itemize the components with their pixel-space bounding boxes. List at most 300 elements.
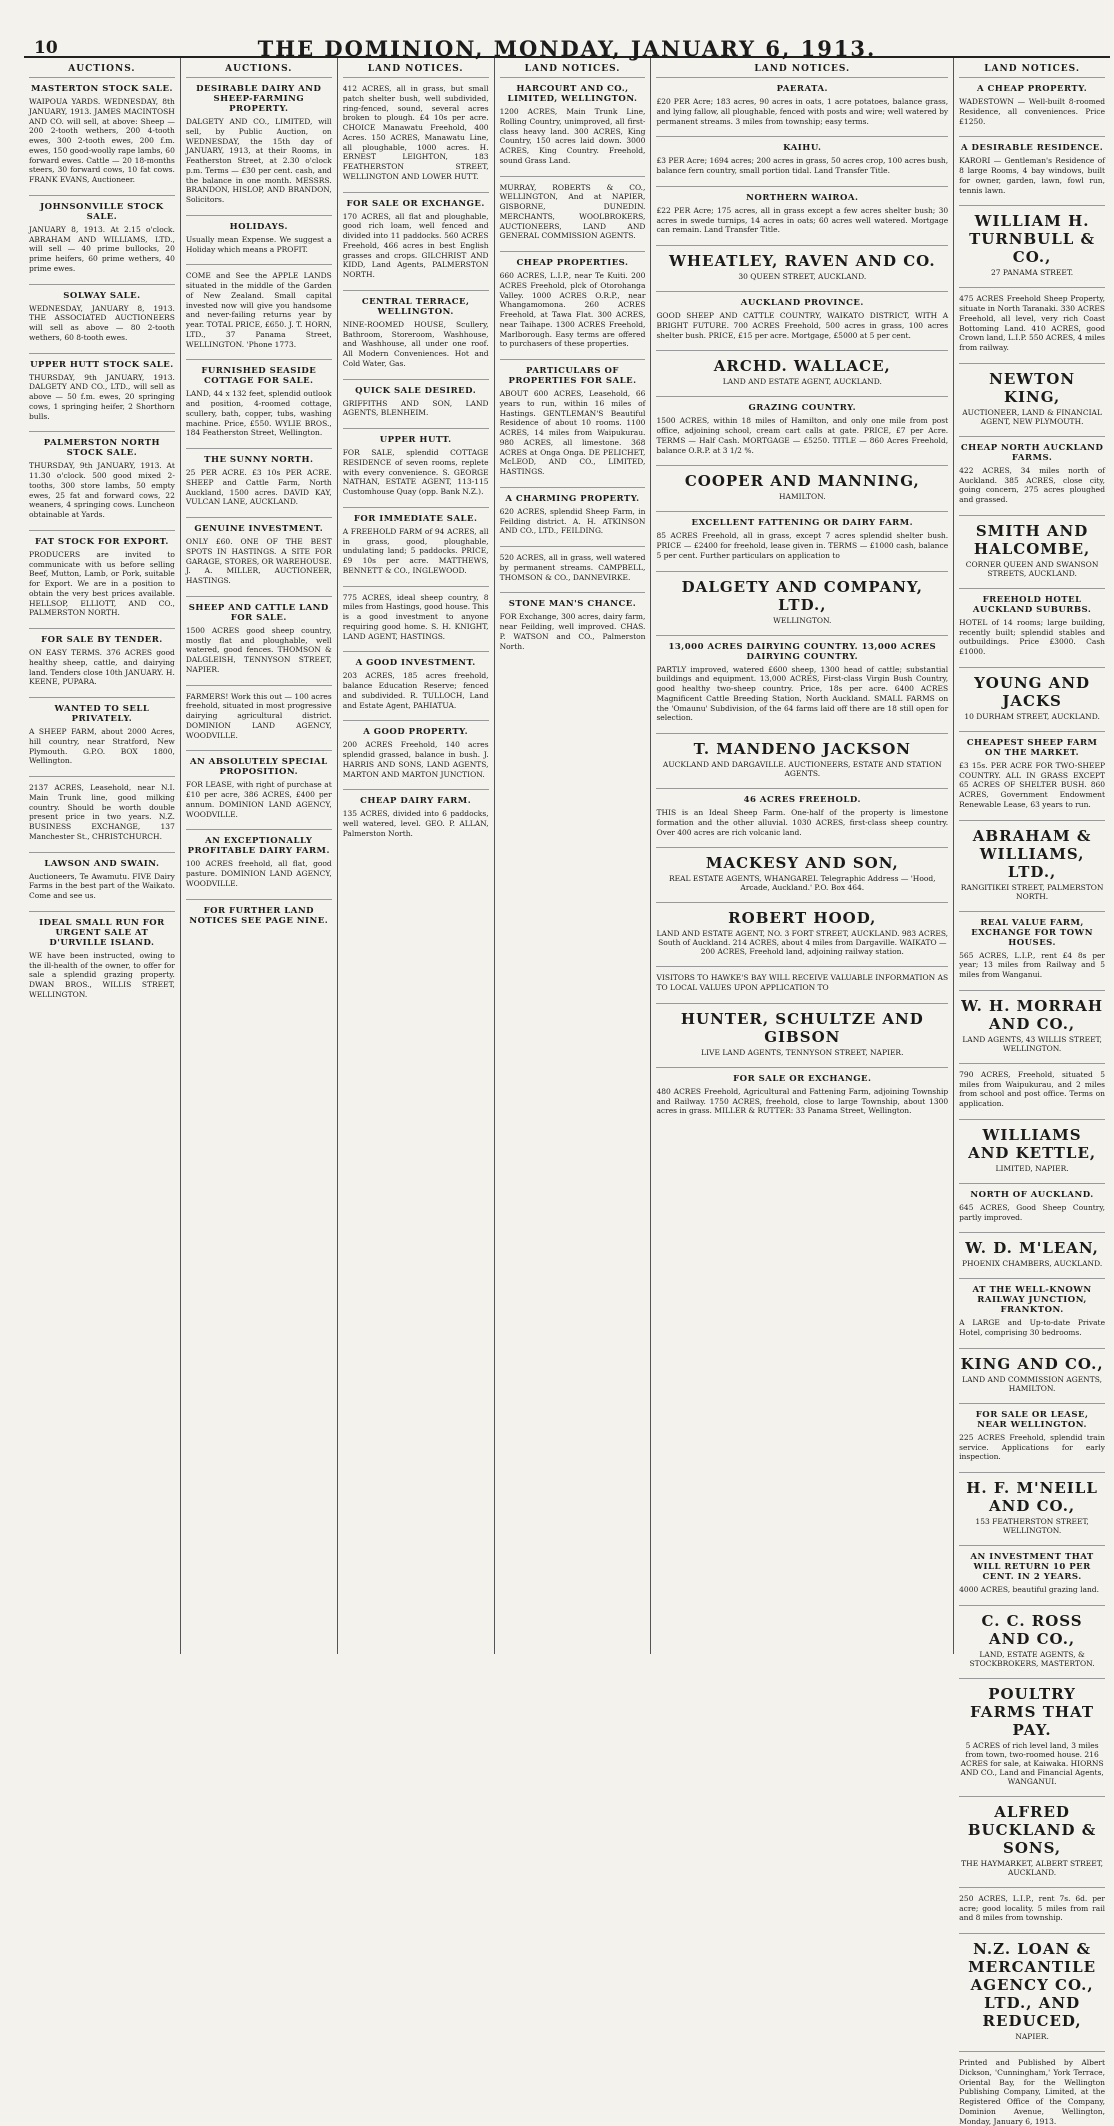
ad-heading: FOR SALE OR EXCHANGE. xyxy=(346,198,485,209)
ad-body-text: LIMITED, NAPIER. xyxy=(995,1163,1069,1173)
ad-divider xyxy=(343,789,489,790)
advertisement xyxy=(29,859,175,901)
ad-body-text: A LARGE and Up-to-date Private Hotel, comprising 30 bedrooms. xyxy=(959,1318,1106,1337)
ad-divider xyxy=(959,1278,1105,1279)
advertisement xyxy=(959,1940,1105,2041)
advertisement xyxy=(656,472,948,501)
ad-divider xyxy=(959,990,1105,991)
advertisement xyxy=(186,836,332,888)
ad-body-text: JANUARY 8, 1913. At 2.15 o'clock. ABRAHAM AND WILLIAMS, LTD., will sell — 40 prime bullocks, 20 prime heifers, 60 prime wethers, 40 prime ewes. xyxy=(29,224,175,273)
ad-body-text: 2137 ACRES, Leasehold, near N.I. Main Trunk line, good milking country. Should be worth double present price in two years. N.Z. BUSINESS EXCHANGE, 137 Manchester St., CHRISTCHURCH. xyxy=(29,783,175,841)
ad-divider xyxy=(29,284,175,285)
ad-body-text: 25 PER ACRE. £3 10s PER ACRE. SHEEP and Cattle Farm, North Auckland, 1500 acres. DAVID KAY, VULCAN LANE, AUCKLAND. xyxy=(185,468,332,507)
ad-body-text: RANGITIKEI STREET, PALMERSTON NORTH. xyxy=(960,882,1104,901)
ad-heading: PARTICULARS OF PROPERTIES FOR SALE. xyxy=(508,366,637,386)
ad-divider xyxy=(656,465,948,466)
column-section-heading: LAND NOTICES. xyxy=(500,64,646,78)
ad-divider xyxy=(656,511,948,512)
advertisement xyxy=(959,1552,1105,1595)
advertisement xyxy=(500,183,646,242)
advertisement xyxy=(656,403,948,455)
advertisement xyxy=(959,2058,1105,2126)
advertisement xyxy=(959,997,1105,1053)
ad-body-text: HOTEL of 14 rooms; large building, recently built; splendid stables and outbuildings. Price £3000. Cash £1000. xyxy=(959,617,1106,656)
ad-divider xyxy=(959,820,1105,821)
page-number: 10 xyxy=(34,38,58,58)
ad-firm-name: N.Z. LOAN & MERCANTILE AGENCY CO., LTD., AND REDUCED, xyxy=(968,1940,1097,2030)
advertisement xyxy=(500,553,646,582)
ad-body-text: 412 ACRES, all in grass, but small patch shelter bush, well subdivided, ring-fenced, sound, several acres broken to plough. £4 10s per acre. CHOICE Manawatu Freehold, 400 Acres. 150 ACRES, Manawatu Line, all ploughable, 1000 acres. H. ERNEST LEIGHTON, 183 FEATHERSTON STREET, WELLINGTON AND LOWER HUTT. xyxy=(342,84,489,181)
advertisement xyxy=(656,1010,948,1057)
ad-body-text: AUCTIONEER, LAND & FINANCIAL AGENT, NEW PLYMOUTH. xyxy=(962,407,1102,426)
ad-body-text: NAPIER. xyxy=(1015,2032,1049,2041)
column-section-heading: AUCTIONS. xyxy=(186,64,332,78)
ad-body-text: £3 15s. PER ACRE FOR TWO-SHEEP COUNTRY. ALL IN GRASS EXCEPT 65 ACRES OF SHELTER BUSH. 860 ACRES, Government Endowment Renewable Lease, 63 years to run. xyxy=(959,760,1106,809)
advertisement xyxy=(656,143,948,176)
ad-heading: WANTED TO SELL PRIVATELY. xyxy=(54,704,150,724)
ad-firm-name: HUNTER, SCHULTZE AND GIBSON xyxy=(680,1009,924,1046)
ad-firm-name: SMITH AND HALCOMBE, xyxy=(973,521,1091,558)
ad-body-text: ABOUT 600 ACRES, Leasehold, 66 years to run, within 16 miles of Hastings. GENTLEMAN'S Beautiful Residence of about 10 rooms. 1100 ACRES, 14 miles from Waipukurau. 980 ACRES, all limestone. 368 ACRES at Onga Onga. DE PELICHET, McLEOD, AND CO., LIMITED, HASTINGS. xyxy=(499,389,646,476)
ad-body-text: A FREEHOLD FARM of 94 ACRES, all in grass, good, ploughable, undulating land; 5 paddocks. PRICE, £9 10s per acre. MATTHEWS, BENNETT & CO., INGLEWOOD. xyxy=(342,526,489,575)
ad-divider xyxy=(186,448,332,449)
ad-heading: DESIRABLE DAIRY AND SHEEP-FARMING PROPERTY. xyxy=(196,84,322,114)
ad-body-text: LAND AND ESTATE AGENT, NO. 3 FORT STREET, AUCKLAND. 983 ACRES, South of Auckland. 214 ACRES, about 4 miles from Dargaville. WAIKATO — 200 ACRES, Freehold land, adjoining railway station. xyxy=(656,929,949,957)
ad-body-text: FOR LEASE, with right of purchase at £10 per acre, 386 ACRES, £400 per annum. DOMINION LAND AGENCY, WOODVILLE. xyxy=(185,780,332,819)
ad-heading: FOR FURTHER LAND NOTICES SEE PAGE NINE. xyxy=(189,905,329,926)
advertisement xyxy=(656,909,948,956)
ad-body-text: 790 ACRES, Freehold, situated 5 miles from Waipukurau, and 2 miles from school and post office. Terms on application. xyxy=(959,1069,1106,1108)
ad-body-text: WADESTOWN — Well-built 8-roomed Residence, all conveniences. Price £1250. xyxy=(959,97,1106,126)
ad-body-text: £22 PER Acre; 175 acres, all in grass except a few acres shelter bush; 30 acres in swede turnips, 14 acres in oats; 60 acres well watered. Mortgage can remain. Land Transfer Title. xyxy=(656,205,949,235)
advertisement xyxy=(186,271,332,349)
ad-heading: MASTERTON STOCK SALE. xyxy=(30,84,173,94)
ad-heading: KAIHU. xyxy=(783,143,822,154)
advertisement xyxy=(186,692,332,741)
ad-body-text: 225 ACRES Freehold, splendid train service. Applications for early inspection. xyxy=(959,1432,1106,1462)
ad-heading: 13,000 ACRES DAIRYING COUNTRY. 13,000 ACRES DAIRYING COUNTRY. xyxy=(668,641,937,662)
ad-divider xyxy=(186,685,332,686)
ad-divider xyxy=(29,628,175,629)
ad-heading: AUCKLAND PROVINCE. xyxy=(740,298,864,308)
ad-divider xyxy=(656,245,948,246)
ad-divider xyxy=(959,515,1105,516)
ad-body-text: 520 ACRES, all in grass, well watered by permanent streams. CAMPBELL, THOMSON & CO., DANNEVIRKE. xyxy=(499,553,646,582)
ad-body-text: Auctioneers, Te Awamutu. FIVE Dairy Farms in the best part of the Waikato. Come and see us. xyxy=(29,871,175,900)
column-6 xyxy=(954,58,1110,2126)
ad-body-text: 1500 ACRES, within 18 miles of Hamilton, and only one mile from post office, adjoining school, cream cart calls at gate. PRICE, £7 per Acre. TERMS — Half Cash. MORTGAGE — £5250. TITLE — 860 Acres Freehold, balance O.R.P. at 3 1/2 %. xyxy=(656,416,949,455)
ad-divider xyxy=(656,571,948,572)
ad-divider xyxy=(959,731,1105,732)
ad-divider xyxy=(186,596,332,597)
ad-firm-name: H. F. M'NEILL AND CO., xyxy=(966,1479,1098,1515)
ad-divider xyxy=(656,350,948,351)
ad-body-text: WAIPOUA YARDS. WEDNESDAY, 8th JANUARY, 1913. JAMES MACINTOSH AND CO. will sell, at above: Sheep — 200 2-tooth wethers, 200 4-tooth ewes, 300 2-tooth ewes, 200 f.m. ewes, 150 good-woolly rape lambs, 60 forward ewes. Cattle — 20 18-months steers, 30 forward cows, 10 fat cows. FRANK EVANS, Auctioneer. xyxy=(29,97,175,184)
advertisement xyxy=(29,438,175,520)
ad-divider xyxy=(656,186,948,187)
ad-divider xyxy=(656,136,948,137)
advertisement xyxy=(959,1803,1105,1877)
ad-body-text: THURSDAY, 9th JANUARY, 1913. DALGETY AND CO., LTD., will sell as above — 50 f.m. ewes, 20 springing cows, 1 springing heifer, 2 Shorthorn bulls. xyxy=(29,372,175,421)
ad-divider xyxy=(656,635,948,636)
ad-heading: UPPER HUTT STOCK SALE. xyxy=(30,359,174,370)
ad-heading: FOR IMMEDIATE SALE. xyxy=(353,513,478,524)
ad-body-text: 5 ACRES of rich level land, 3 miles from town, two-roomed house. 216 ACRES for sale, at Kaiwaka. HIORNS AND CO., Land and Financial Agents, WANGANUI. xyxy=(960,1740,1104,1786)
advertisement xyxy=(959,1070,1105,1109)
ad-firm-name: WILLIAMS AND KETTLE, xyxy=(968,1125,1097,1162)
column-section-heading: LAND NOTICES. xyxy=(959,64,1105,78)
ad-heading: THE SUNNY NORTH. xyxy=(204,455,314,465)
ad-heading: PALMERSTON NORTH STOCK SALE. xyxy=(43,438,161,459)
ad-body-text: 200 ACRES Freehold, 140 acres splendid grassed, balance in bush. J. HARRIS AND SONS, LAND AGENTS, MARTON AND MARTON JUNCTION. xyxy=(342,740,489,779)
ad-heading: CHEAPEST SHEEP FARM ON THE MARKET. xyxy=(966,737,1098,758)
ad-body-text: MURRAY, ROBERTS & CO., WELLINGTON, And at NAPIER, GISBORNE, DUNEDIN. MERCHANTS, WOOLBROKERS, AUCTIONEERS, LAND AND GENERAL COMMISSION AGENTS. xyxy=(499,182,646,241)
ad-body-text: LIVE LAND AGENTS, TENNYSON STREET, NAPIER. xyxy=(701,1047,904,1057)
ad-body-text: THURSDAY, 9th JANUARY, 1913. At 11.30 o'clock. 500 good mixed 2-tooths, 300 store lambs, 50 empty ewes, 25 fat and forward cows, 22 weaners, 4 springing cows. Luncheon obtainable at Yards. xyxy=(29,461,175,519)
advertisement xyxy=(959,143,1105,195)
advertisement xyxy=(656,578,948,625)
ad-body-text: Printed and Published by Albert Dickson, 'Cunningham,' York Terrace, Oriental Bay, for the Wellington Publishing Company, Limited, at the Registered Office of the Company, Dominion Avenue, Wellington, Monday, January 6, 1913. xyxy=(959,2058,1106,2126)
ad-body-text: Usually mean Expense. We suggest a Holiday which means a PROFIT. xyxy=(185,234,332,254)
ad-firm-name: W. D. M'LEAN, xyxy=(965,1239,1099,1258)
ad-body-text: KARORI — Gentleman's Residence of 8 large Rooms, 4 bay windows, built for owner, garden, lawn, fowl run, tennis lawn. xyxy=(959,156,1106,195)
ad-body-text: WE have been instructed, owing to the ill-health of the owner, to offer for sale a splendid grazing property. DWAN BROS., WILLIS STREET, WELLINGTON. xyxy=(29,950,175,999)
advertisement xyxy=(656,518,948,560)
ad-divider xyxy=(186,829,332,830)
ad-body-text: 422 ACRES, 34 miles north of Auckland. 385 ACRES, close city, going concern, 275 acres ploughed and grassed. xyxy=(959,465,1106,504)
ad-body-text: DALGETY AND CO., LIMITED, will sell, by Public Auction, on WEDNESDAY, the 15th day of JANUARY, 1913, at their Rooms, in Featherston Street, at 2.30 o'clock p.m. Terms — £30 per cent. cash, and the balance in one month. MESSRS. BRANDON, HISLOP, AND BRANDON, Solicitors. xyxy=(185,117,332,204)
ad-body-text: 10 DURHAM STREET, AUCKLAND. xyxy=(964,711,1100,721)
ad-body-text: LAND, 44 x 132 feet, splendid outlook and position, 4-roomed cottage, scullery, bath, copper, tubs, washing machine. Price, £550. WYLIE BROS., 184 Featherston Street, Wellington. xyxy=(185,389,332,438)
ad-firm-name: T. MANDENO JACKSON xyxy=(693,740,911,758)
ad-firm-name: WILLIAM H. TURNBULL & CO., xyxy=(969,212,1096,267)
column-5 xyxy=(651,58,954,1654)
ad-divider xyxy=(656,788,948,789)
advertisement xyxy=(656,84,948,126)
column-3 xyxy=(338,58,495,1654)
advertisement xyxy=(959,918,1105,980)
advertisement xyxy=(656,795,948,837)
ad-heading: CHEAP NORTH AUCKLAND FARMS. xyxy=(960,442,1104,463)
advertisement xyxy=(656,1074,948,1116)
ad-divider xyxy=(186,215,332,216)
ad-body-text: 775 ACRES, ideal sheep country, 8 miles from Hastings, good house. This is a good investment to anyone requiring good home. S. H. KNIGHT, LAND AGENT, HASTINGS. xyxy=(342,592,489,641)
ad-body-text: £3 PER Acre; 1694 acres; 200 acres in grass, 50 acres crop, 100 acres bush, balance fern country, small portion tidal. Land Transfer Title. xyxy=(656,156,949,175)
advertisement xyxy=(959,1355,1105,1393)
advertisement xyxy=(186,222,332,255)
advertisement xyxy=(343,796,489,838)
advertisement xyxy=(959,1894,1105,1923)
ad-divider xyxy=(343,507,489,508)
ad-heading: CENTRAL TERRACE, WELLINGTON. xyxy=(361,296,470,317)
ad-divider xyxy=(959,436,1105,437)
ad-heading: NORTH OF AUCKLAND. xyxy=(970,1189,1094,1200)
ad-heading: QUICK SALE DESIRED. xyxy=(355,385,477,396)
ad-divider xyxy=(656,1067,948,1068)
advertisement xyxy=(656,193,948,235)
ad-divider xyxy=(29,353,175,354)
advertisement xyxy=(959,294,1105,353)
advertisement xyxy=(343,199,489,280)
ad-heading: SHEEP AND CATTLE LAND FOR SALE. xyxy=(188,602,329,623)
ad-heading: FAT STOCK FOR EXPORT. xyxy=(34,536,169,547)
ad-divider xyxy=(500,487,646,488)
advertisement xyxy=(29,202,175,274)
newspaper-title: THE DOMINION, MONDAY, JANUARY 6, 1913. xyxy=(257,36,877,61)
ad-body-text: LAND AGENTS, 43 WILLIS STREET, WELLINGTON. xyxy=(962,1034,1102,1053)
ad-body-text: AUCKLAND AND DARGAVILLE. AUCTIONEERS, ESTATE AND STATION AGENTS. xyxy=(662,760,942,778)
ad-heading: REAL VALUE FARM, EXCHANGE FOR TOWN HOUSES. xyxy=(971,917,1093,948)
advertisement xyxy=(656,854,948,892)
column-4 xyxy=(495,58,652,1654)
advertisement xyxy=(959,1685,1105,1786)
advertisement xyxy=(656,298,948,340)
ad-body-text: HAMILTON. xyxy=(779,492,826,502)
ad-body-text: PRODUCERS are invited to communicate with us before selling Beef, Mutton, Lamb, or Pork, suitable for Export. We are in a position to obtain the very best prices available. HELLSOP, ELLIOTT, AND CO., PALMERSTON NORTH. xyxy=(29,549,175,618)
ad-divider xyxy=(500,359,646,360)
ad-firm-name: NEWTON KING, xyxy=(989,369,1076,406)
ad-divider xyxy=(29,852,175,853)
advertisement xyxy=(186,906,332,926)
ad-heading: JOHNSONVILLE STOCK SALE. xyxy=(40,201,164,222)
ad-firm-name: ALFRED BUCKLAND & SONS, xyxy=(967,1802,1097,1857)
ad-heading: LAWSON AND SWAIN. xyxy=(44,858,160,869)
ad-divider xyxy=(959,2051,1105,2052)
ad-heading: GRAZING COUNTRY. xyxy=(748,403,857,414)
ad-body-text: WELLINGTON. xyxy=(773,615,832,625)
ad-divider xyxy=(29,431,175,432)
ad-divider xyxy=(500,592,646,593)
advertisement xyxy=(959,84,1105,126)
advertisement xyxy=(343,435,489,497)
advertisement xyxy=(959,212,1105,277)
advertisement xyxy=(656,252,948,281)
ad-firm-name: POULTRY FARMS THAT PAY. xyxy=(970,1684,1095,1739)
advertisement xyxy=(186,757,332,819)
advertisement xyxy=(29,783,175,842)
ad-firm-name: KING AND CO., xyxy=(960,1354,1104,1373)
ad-heading: A DESIRABLE RESIDENCE. xyxy=(960,143,1104,154)
ad-heading: HARCOURT AND CO., LIMITED, WELLINGTON. xyxy=(507,84,638,104)
advertisement xyxy=(186,455,332,507)
ad-divider xyxy=(959,1348,1105,1349)
advertisement xyxy=(343,593,489,642)
column-section-heading: AUCTIONS. xyxy=(29,64,175,78)
ad-body-text: £20 PER Acre; 183 acres, 90 acres in oats, 1 acre potatoes, balance grass, and lying fallow, all ploughable, fenced with posts and wire; well watered by permanent streams. 3 miles from township; easy terms. xyxy=(656,97,949,126)
ad-body-text: 620 ACRES, splendid Sheep Farm, in Feilding district. A. H. ATKINSON AND CO., LTD., FEILDING. xyxy=(499,506,646,536)
ad-body-text: NINE-ROOMED HOUSE, Scullery, Bathroom, Storeroom, Washhouse, and Washhouse, all under one roof. All Modern Conveniences. Hot and Cold Water, Gas. xyxy=(342,319,489,368)
ad-heading: A CHEAP PROPERTY. xyxy=(976,84,1088,94)
ad-body-text: 250 ACRES, L.I.P., rent 7s. 6d. per acre; good locality. 5 miles from rail and 8 miles from township. xyxy=(959,1893,1106,1923)
ad-divider xyxy=(656,733,948,734)
advertisement xyxy=(500,599,646,651)
ad-body-text: 1200 ACRES, Main Trunk Line, Rolling Country, unimproved, all first-class heavy land. 300 ACRES, King Country, 150 acres laid down. 3000 ACRES, King Country. Freehold, sound Grass Land. xyxy=(499,107,646,165)
advertisement xyxy=(959,1126,1105,1173)
ad-body-text: 565 ACRES, L.I.P., rent £4 8s per year; 13 miles from Railway and 5 miles from Wanganui. xyxy=(959,950,1106,979)
ad-divider xyxy=(656,902,948,903)
ad-divider xyxy=(186,264,332,265)
ad-divider xyxy=(186,750,332,751)
ad-firm-name: COOPER AND MANNING, xyxy=(684,472,920,491)
advertisement xyxy=(186,603,332,675)
ad-body-text: LAND AND ESTATE AGENT, AUCKLAND. xyxy=(722,377,882,387)
ad-heading: UPPER HUTT. xyxy=(379,435,452,445)
advertisement xyxy=(656,973,948,993)
ad-body-text: 85 ACRES Freehold, all in grass, except 7 acres splendid shelter bush. PRICE — £2400 for freehold, lease given in. TERMS — £1000 cash, balance 5 per cent. Further particulars on application to xyxy=(656,531,949,560)
advertisement xyxy=(500,494,646,536)
ad-body-text: WEDNESDAY, JANUARY 8, 1913. THE ASSOCIATED AUCTIONEERS will sell as above — 80 2-tooth wethers, 60 8-tooth ewes. xyxy=(29,303,175,342)
ad-divider xyxy=(186,517,332,518)
ad-body-text: 100 ACRES freehold, all flat, good pasture. DOMINION LAND AGENCY, WOODVILLE. xyxy=(185,859,332,888)
ad-body-text: LAND AND COMMISSION AGENTS, HAMILTON. xyxy=(962,1374,1103,1393)
column-section-heading: LAND NOTICES. xyxy=(343,64,489,78)
advertisement xyxy=(959,1479,1105,1535)
ad-firm-name: MACKESY AND SON, xyxy=(705,854,899,873)
advertisement xyxy=(959,1285,1105,1338)
columns xyxy=(24,58,1110,2126)
ad-body-text: REAL ESTATE AGENTS, WHANGAREI. Telegraphic Address — 'Hood, Arcade, Auckland.' P.O. Box 464. xyxy=(669,874,936,893)
ad-body-text: FOR Exchange, 300 acres, dairy farm, near Feilding, well improved. CHAS. P. WATSON and CO., Palmerston North. xyxy=(499,612,646,651)
ad-divider xyxy=(656,396,948,397)
ad-heading: SOLWAY SALE. xyxy=(63,290,141,301)
ad-divider xyxy=(343,379,489,380)
ad-body-text: THIS is an Ideal Sheep Farm. One-half of the property is limestone formation and the other alluvial. 1030 ACRES, first-class sheep country. Over 400 acres are rich volcanic land. xyxy=(656,808,949,837)
ad-divider xyxy=(656,1003,948,1004)
ad-heading: PAERATA. xyxy=(776,84,829,94)
advertisement xyxy=(500,84,646,166)
advertisement xyxy=(500,258,646,349)
ad-heading: CHEAP DAIRY FARM. xyxy=(360,796,472,807)
ad-divider xyxy=(959,1933,1105,1934)
ad-divider xyxy=(656,291,948,292)
ad-heading: FURNISHED SEASIDE COTTAGE FOR SALE. xyxy=(201,366,317,387)
ad-divider xyxy=(959,1232,1105,1233)
advertisement xyxy=(959,738,1105,810)
ad-body-text: 4000 ACRES, beautiful grazing land. xyxy=(959,1585,1099,1594)
ad-firm-name: ROBERT HOOD, xyxy=(728,909,877,928)
ad-heading: AN INVESTMENT THAT WILL RETURN 10 PER CENT. IN 2 YEARS. xyxy=(970,1552,1094,1582)
advertisement xyxy=(29,704,175,766)
ad-divider xyxy=(959,1472,1105,1473)
ad-body-text: 203 ACRES, 185 acres freehold, balance Education Reserve; fenced and subdivided. R. TULLOCH, Land and Estate Agent, PAHIATUA. xyxy=(342,671,489,710)
advertisement xyxy=(29,84,175,185)
ad-body-text: 645 ACRES, Good Sheep Country, partly improved. xyxy=(959,1202,1106,1222)
ad-divider xyxy=(959,667,1105,668)
ad-divider xyxy=(959,205,1105,206)
advertisement xyxy=(343,514,489,576)
advertisement xyxy=(29,291,175,343)
advertisement xyxy=(959,1612,1105,1668)
ad-body-text: 153 FEATHERSTON STREET, WELLINGTON. xyxy=(975,1517,1089,1535)
ad-divider xyxy=(29,530,175,531)
ad-heading: HOLIDAYS. xyxy=(229,221,288,232)
ad-divider xyxy=(343,192,489,193)
ad-body-text: 135 ACRES, divided into 6 paddocks, well watered, level. GEO. P. ALLAN, Palmerston North. xyxy=(342,809,489,838)
ad-heading: A GOOD INVESTMENT. xyxy=(355,658,476,669)
ad-firm-name: YOUNG AND JACKS xyxy=(974,673,1091,710)
column-1 xyxy=(24,58,181,1654)
ad-divider xyxy=(959,363,1105,364)
ad-divider xyxy=(343,720,489,721)
advertisement xyxy=(343,84,489,182)
ad-body-text: GRIFFITHS AND SON, LAND AGENTS, BLENHEIM. xyxy=(342,398,489,418)
column-2 xyxy=(181,58,338,1654)
advertisement xyxy=(656,740,948,778)
advertisement xyxy=(959,443,1105,505)
ad-firm-name: WHEATLEY, RAVEN AND CO. xyxy=(669,252,936,270)
ad-heading: CHEAP PROPERTIES. xyxy=(516,258,629,268)
ad-body-text: 170 ACRES, all flat and ploughable, good rich loam, well fenced and divided into 11 paddocks. 560 ACRES Freehold, 466 acres in best English grasses and crops. GILCHRIST AND KIDD, Land Agents, PALMERSTON NORTH. xyxy=(342,211,489,279)
ad-body-text: PARTLY improved, watered £600 sheep, 1300 head of cattle; substantial buildings and equipment. 13,000 ACRES, First-class Virgin Bush Country, good healthy two-sheep country. Price, 18s per acre. 6400 ACRES Magnificent Cattle Breeding Station, North Auckland. SMALL FARMS on the 'Omaunu' Subdivision, of the 64 farms laid off there are 18 still open for selection. xyxy=(656,664,949,723)
ad-body-text: ONLY £60. ONE OF THE BEST SPOTS IN HASTINGS. A SITE FOR GARAGE, STORES, OR WAREHOUSE. J. A. MILLER, AUCTIONEER, HASTINGS. xyxy=(185,537,332,585)
ad-body-text: 660 ACRES, L.I.P., near Te Kuiti. 200 ACRES Freehold, plck of Otorohanga Valley. 1000 ACRES O.R.P., near Whangamomona. 260 ACRES Freehold, at Tawa Flat. 300 ACRES, near Taihape. 1300 ACRES Freehold, Marlborough. Easy terms are offered to purchasers of these properties. xyxy=(499,271,646,349)
advertisement xyxy=(656,357,948,386)
ad-divider xyxy=(959,1887,1105,1888)
ad-body-text: 480 ACRES Freehold, Agricultural and Fattening Farm, adjoining Township and Railway. 1750 ACRES, freehold, close to large Township, about 1300 acres in grass. MILLER & RUTTER: 33 Panama Street, Wellington. xyxy=(656,1086,949,1116)
advertisement xyxy=(343,297,489,369)
ad-divider xyxy=(343,290,489,291)
ad-divider xyxy=(343,651,489,652)
ad-body-text: FARMERS! Work this out — 100 acres freehold, situated in most progressive dairying agricultural district. DOMINION LAND AGENCY, WOODVILLE. xyxy=(185,691,332,740)
ad-divider xyxy=(343,586,489,587)
advertisement xyxy=(29,360,175,422)
ad-divider xyxy=(500,176,646,177)
advertisement xyxy=(656,642,948,724)
ad-body-text: ON EASY TERMS. 376 ACRES good healthy sheep, cattle, and dairying land. Tenders close 10th JANUARY. H. KEENE, PUPARA. xyxy=(29,648,175,687)
ad-heading: GENUINE INVESTMENT. xyxy=(194,524,324,534)
ad-heading: AT THE WELL-KNOWN RAILWAY JUNCTION, FRANKTON. xyxy=(972,1285,1092,1316)
ad-divider xyxy=(959,1545,1105,1546)
ad-divider xyxy=(29,776,175,777)
ad-heading: 46 ACRES FREEHOLD. xyxy=(743,795,861,805)
advertisement xyxy=(186,366,332,438)
ad-heading: FOR SALE BY TENDER. xyxy=(41,635,163,645)
ad-body-text: FOR SALE, splendid COTTAGE RESIDENCE of seven rooms, replete with every convenience. S. GEORGE NATHAN, ESTATE AGENT, 113-115 Customhouse Quay (opp. Bank N.Z.). xyxy=(342,448,489,496)
ad-heading: FOR SALE OR EXCHANGE. xyxy=(733,1073,872,1084)
ad-heading: FREEHOLD HOTEL AUCKLAND SUBURBS. xyxy=(972,594,1092,615)
ad-divider xyxy=(959,1605,1105,1606)
ad-heading: AN EXCEPTIONALLY PROFITABLE DAIRY FARM. xyxy=(187,836,330,857)
ad-body-text: COME and See the APPLE LANDS situated in the middle of the Garden of New Zealand. Small capital invested now will give you handsome and never-failing returns year by year. TOTAL PRICE, £650. J. T. HORN, LTD., 37 Panama Street, WELLINGTON. 'Phone 1773. xyxy=(185,271,332,349)
ad-body-text: THE HAYMARKET, ALBERT STREET, AUCKLAND. xyxy=(961,1858,1103,1877)
ad-divider xyxy=(656,847,948,848)
ad-body-text: CORNER QUEEN AND SWANSON STREETS, AUCKLAND. xyxy=(965,559,1099,578)
column-section-heading: LAND NOTICES. xyxy=(656,64,948,78)
ad-divider xyxy=(500,251,646,252)
advertisement xyxy=(500,366,646,477)
ad-firm-name: C. C. ROSS AND CO., xyxy=(981,1611,1083,1648)
ad-body-text: 1500 ACRES good sheep country, mostly flat and ploughable, well watered, good fences. THOMSON & DALGLEISH, TENNYSON STREET, NAPIER. xyxy=(185,625,332,674)
ad-firm-name: ABRAHAM & WILLIAMS, LTD., xyxy=(972,826,1092,881)
ad-divider xyxy=(959,1183,1105,1184)
advertisement xyxy=(29,537,175,618)
ad-heading: FOR SALE OR LEASE, NEAR WELLINGTON. xyxy=(975,1409,1089,1430)
advertisement xyxy=(959,370,1105,426)
ad-divider xyxy=(186,899,332,900)
masthead xyxy=(24,34,1110,61)
ad-heading: A GOOD PROPERTY. xyxy=(363,727,469,738)
advertisement xyxy=(186,524,332,586)
ad-divider xyxy=(959,911,1105,912)
ad-firm-name: W. H. MORRAH AND CO., xyxy=(961,996,1104,1033)
ad-divider xyxy=(343,428,489,429)
ad-body-text: A SHEEP FARM, about 2000 Acres, hill country, near Stratford, New Plymouth. G.P.O. BOX 1800, Wellington. xyxy=(29,727,175,766)
advertisement xyxy=(29,918,175,1000)
ad-divider xyxy=(656,966,948,967)
ad-body-text: 30 QUEEN STREET, AUCKLAND. xyxy=(738,272,867,281)
ad-firm-name: ARCHD. WALLACE, xyxy=(713,357,891,376)
ad-firm-name: DALGETY AND COMPANY, LTD., xyxy=(681,577,923,614)
